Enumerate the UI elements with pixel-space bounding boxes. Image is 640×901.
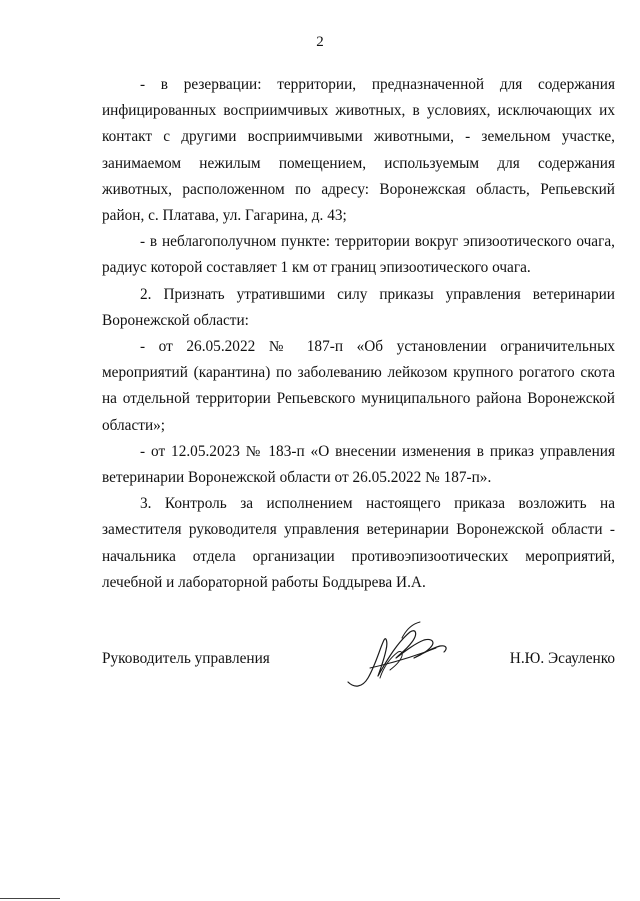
- document-body: [102, 72, 615, 596]
- signature-block: [102, 642, 615, 702]
- paragraph-order-183: - от 12.05.2023 № 183-п «О внесении изменения в приказ управления ветеринарии Воронежской области от 26.05.2022 № 187-п».: [102, 442, 615, 487]
- paragraph-repeal-orders: 2. Признать утратившими силу приказы управления ветеринарии Воронежской области:: [102, 285, 615, 329]
- paragraph-unfavorable-point: - в неблагополучном пункте: территории вокруг эпизоотического очага, радиус которой составляет 1 км от границ эпизоотического очага.: [102, 233, 615, 277]
- page-bottom-rule: [0, 898, 60, 899]
- signatory-title: Руководитель управления: [102, 650, 270, 667]
- page-number: 2: [316, 34, 324, 50]
- handwritten-signature: [340, 618, 460, 698]
- paragraph-reservation: - в резервации: территории, предназначенной для содержания инфицированных восприимчивых животных, в условиях, исключающих их контакт с другими восприимчивыми животными, - земельном участке, занимаемом нежилым помещением, используемым для содержания животных, расположенном по адресу: Воронежская область, Репьевский район, с. Платава, ул. Гагарина, д. 43;: [102, 76, 615, 225]
- paragraph-control: 3. Контроль за исполнением настоящего приказа возложить на заместителя руководителя управления ветеринарии Воронежской области - начальника отдела организации противоэпизоотических мероприятий, лечебной и лабораторной работы Боддырева И.А.: [102, 495, 615, 591]
- paragraph-order-187: - от 26.05.2022 № 187-п «Об установлении ограничительных мероприятий (карантина) по заболеванию лейкозом крупного рогатого скота на отдельной территории Репьевского муниципального района Воронежской области»;: [102, 338, 615, 434]
- signatory-name: Н.Ю. Эсауленко: [509, 650, 615, 667]
